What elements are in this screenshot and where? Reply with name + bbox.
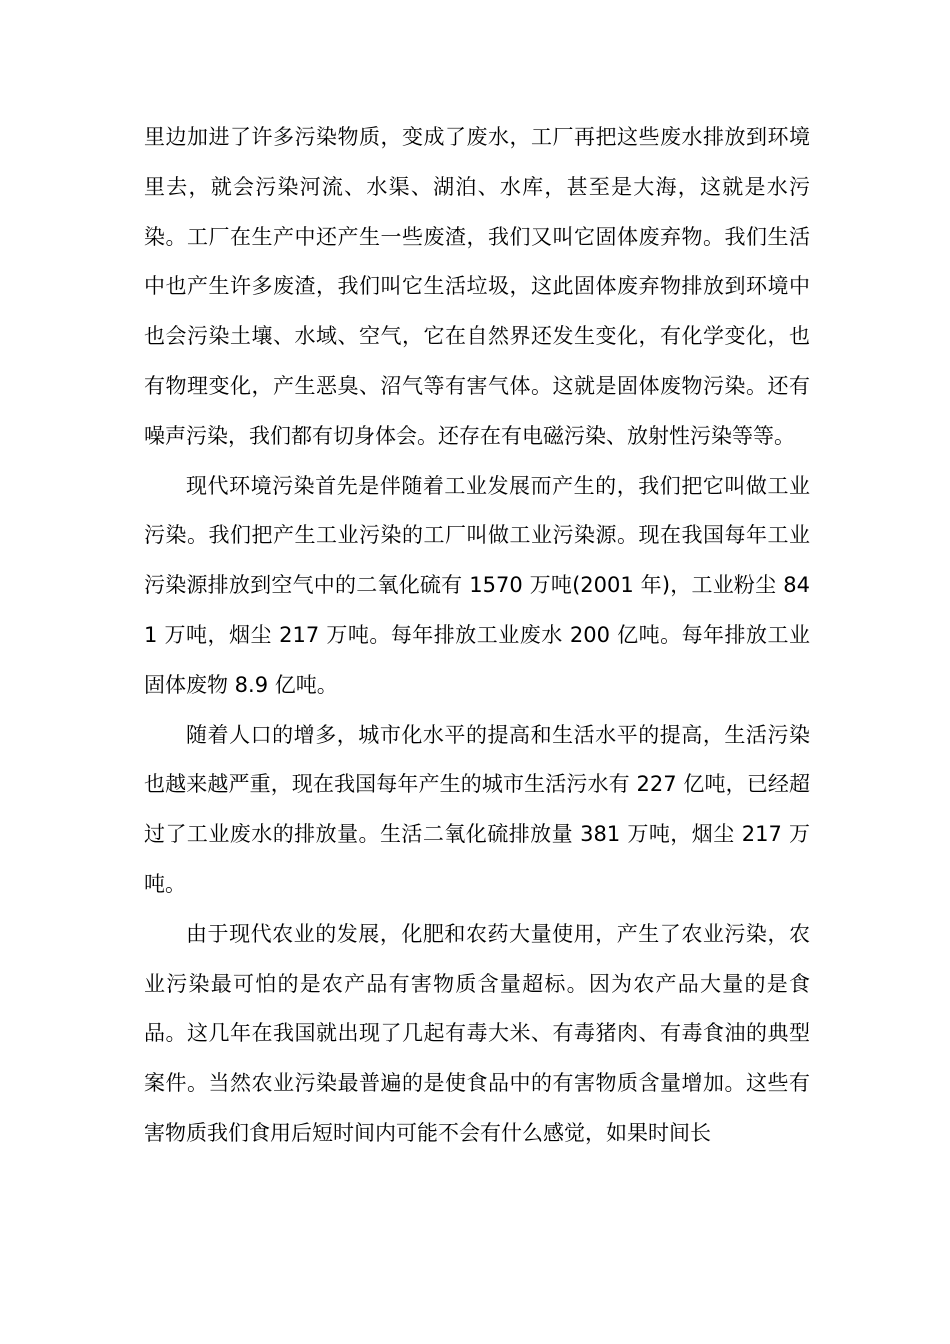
paragraph-4: 由于现代农业的发展，化肥和农药大量使用，产生了农业污染，农业污染最可怕的是农产品有害物质含量超标。因为农产品大量的是食品。这几年在我国就出现了几起有毒大米、有毒猪肉、有毒食油的典型案件。当然农业污染最普遍的是使食品中的有害物质含量增加。这些有害物质我们食用后短时间内可能不会有什么感觉，如果时间长 [144, 921, 810, 1145]
paragraph-1: 里边加进了许多污染物质，变成了废水，工厂再把这些废水排放到环境里去，就会污染河流、水渠、湖泊、水库，甚至是大海，这就是水污染。工厂在生产中还产生一些废渣，我们又叫它固体废弃物。我们生活中也产生许多废渣，我们叫它生活垃圾，这此固体废弃物排放到环境中也会污染土壤、水域、空气，它在自然界还发生变化，有化学变化，也有物理变化，产生恶臭、沼气等有害气体。这就是固体废物污染。还有噪声污染，我们都有切身体会。还存在有电磁污染、放射性污染等等。 [144, 125, 810, 448]
document-body [144, 113, 810, 1159]
paragraph-3: 随着人口的增多，城市化水平的提高和生活水平的提高，生活污染也越来越严重，现在我国每年产生的城市生活污水有 227 亿吨，已经超过了工业废水的排放量。生活二氧化硫排放量 381 万吨，烟尘 217 万吨。 [144, 722, 810, 896]
paragraph-2: 现代环境污染首先是伴随着工业发展而产生的，我们把它叫做工业污染。我们把产生工业污染的工厂叫做工业污染源。现在我国每年工业污染源排放到空气中的二氧化硫有 1570 万吨(2001 年)，工业粉尘 841 万吨，烟尘 217 万吨。每年排放工业废水 200 亿吨。每年排放工业固体废物 8.9 亿吨。 [144, 473, 810, 697]
